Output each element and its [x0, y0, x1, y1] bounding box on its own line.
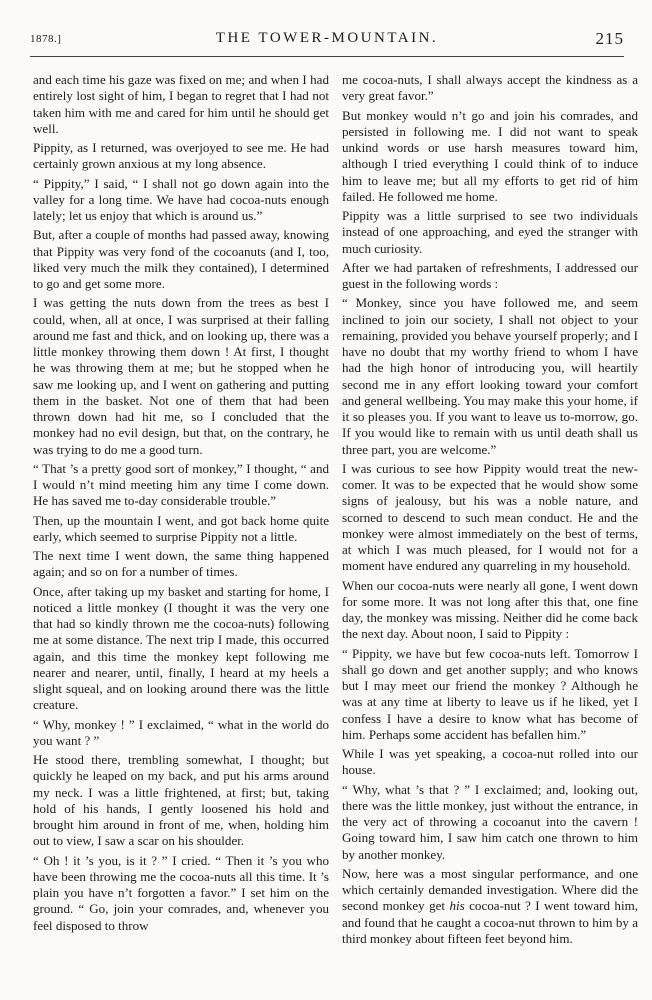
page-number: 215	[595, 29, 624, 48]
paragraph: I was curious to see how Pippity would treat the new-comer. It was to be expected that he would show some signs of jealousy, but his was a noble nature, and scorned to descend to such mean conduct. He and the monkey were almost immediately on the best of terms, at which I was much pleased, for I would not for a moment have endured any quarreling in my household.	[342, 460, 638, 574]
paragraph: Then, up the mountain I went, and got back home quite early, which seemed to surprise Pippity not a little.	[33, 512, 329, 544]
issue-year: 1878.]	[30, 33, 62, 45]
left-column	[33, 72, 329, 934]
paragraph: Once, after taking up my basket and starting for home, I noticed a little monkey (I thought it was the very one that had so kindly thrown me the cocoa-nuts) following me at some distance. The next trip I made, this occurred again, and this time the monkey kept following me nearer and nearer, until, finally, I heard at my heels a slight squeal, and on looking around there was the little creature.	[33, 583, 329, 713]
paragraph: “ Why, monkey ! ” I exclaimed, “ what in the world do you want ? ”	[33, 716, 329, 748]
paragraph: While I was yet speaking, a cocoa-nut rolled into our house.	[342, 746, 638, 778]
right-column	[342, 72, 638, 947]
paragraph: But, after a couple of months had passed away, knowing that Pippity was very fond of the cocoanuts (and I, too, liked very much the milk they contained), I determined to go and get some more.	[33, 227, 329, 291]
paragraph: But monkey would n’t go and join his comrades, and persisted in following me. I did not want to speak unkind words or use harsh measures toward him, although I tried everything I could think of to induce him to leave me; but all my efforts to get rid of him failed. He followed me home.	[342, 107, 638, 204]
paragraph: me cocoa-nuts, I shall always accept the kindness as a very great favor.”	[342, 72, 638, 104]
italic-emphasis: his	[449, 898, 465, 914]
paragraph: “ Monkey, since you have followed me, and seem inclined to join our society, I shall not object to your remaining, provided you behave yourself properly; and I have no doubt that my worthy friend to whom I have had the high honor of introducing you, will heartily second me in any effort looking toward your comfort and general wellbeing. You may make this your home, if it so pleases you. If you want to leave us to-morrow, go. If you would like to remain with us until death shall us three part, you are welcome.”	[342, 295, 638, 457]
paragraph: “ Pippity,” I said, “ I shall not go down again into the valley for a long time. We have had cocoa-nuts enough lately; let us enjoy that which is around us.”	[33, 175, 329, 223]
paragraph: I was getting the nuts down from the trees as best I could, when, all at once, I was surprised at their falling around me fast and thick, and on looking up, there was a little monkey throwing them down ! At first, I thought he was throwing them at me; but he stopped when he saw me looking up, and I went on gathering and putting them in the basket. Not one of them that had been thrown down had hit me, so I concluded that the monkey had no evil design, but that, on the contrary, he was trying to do me a good turn.	[33, 295, 329, 457]
header-rule	[30, 56, 624, 57]
paragraph: After we had partaken of refreshments, I addressed our guest in the following words :	[342, 259, 638, 291]
paragraph: and each time his gaze was fixed on me; and when I had entirely lost sight of him, I began to regret that I had not taken him with me and cared for him until he should get well.	[33, 72, 329, 136]
paragraph: Pippity was a little surprised to see two individuals instead of one approaching, and eyed the stranger with much curiosity.	[342, 208, 638, 256]
text-run: Now, here was a most singular performance, and one which certainly demanded investigation. Where did the second monkey get	[342, 865, 638, 914]
paragraph: “ Why, what ’s that ? ” I exclaimed; and, looking out, there was the little monkey, just without the entrance, in the very act of throwing a cocoanut into the cavern ! Going toward him, I saw him catch one thrown to him by another monkey.	[342, 781, 638, 862]
paragraph-final	[342, 866, 638, 947]
text-run: cocoa-nut ? I went toward him, and found that he caught a cocoa-nut thrown to him by a third monkey about fifteen feet beyond him.	[342, 898, 638, 946]
paragraph: “ That ’s a pretty good sort of monkey,” I thought, “ and I would n’t mind meeting him any time I come down. He has saved me to-day considerable trouble.”	[33, 460, 329, 509]
paragraph: The next time I went down, the same thing happened again; and so on for a number of times.	[33, 548, 329, 580]
paragraph: He stood there, trembling somewhat, I thought; but quickly he leaped on my back, and put his arms around my neck. I was a little frightened, at first; but, taking hold of his hands, I gently loosened his hold and brought him around in front of me, when, holding him out to view, I saw a scar on his shoulder.	[33, 752, 329, 849]
running-title: THE TOWER-MOUNTAIN.	[215, 30, 439, 46]
paragraph: “ Oh ! it ’s you, is it ? ” I cried. “ Then it ’s you who have been throwing me the cocoa-nuts all this time. It ’s plain you have n’t forgotten a favor.” I set him on the ground. “ Go, join your comrades, and, whenever you feel disposed to throw	[33, 852, 329, 933]
paragraph: Pippity, as I returned, was overjoyed to see me. He had certainly grown anxious at my long absence.	[33, 140, 329, 172]
running-header	[30, 30, 624, 50]
paragraph: “ Pippity, we have but few cocoa-nuts left. Tomorrow I shall go down and get another supply; and who knows but I may meet our friend the monkey ? Although he was at any time at liberty to leave us if he liked, yet I confess I have a desire to know what has become of him. Perhaps some accident has befallen him.”	[342, 645, 638, 742]
paragraph: When our cocoa-nuts were nearly all gone, I went down for some more. It was not long after this that, one fine day, the monkey was missing. Neither did he come back the next day. About noon, I said to Pippity :	[342, 577, 638, 642]
